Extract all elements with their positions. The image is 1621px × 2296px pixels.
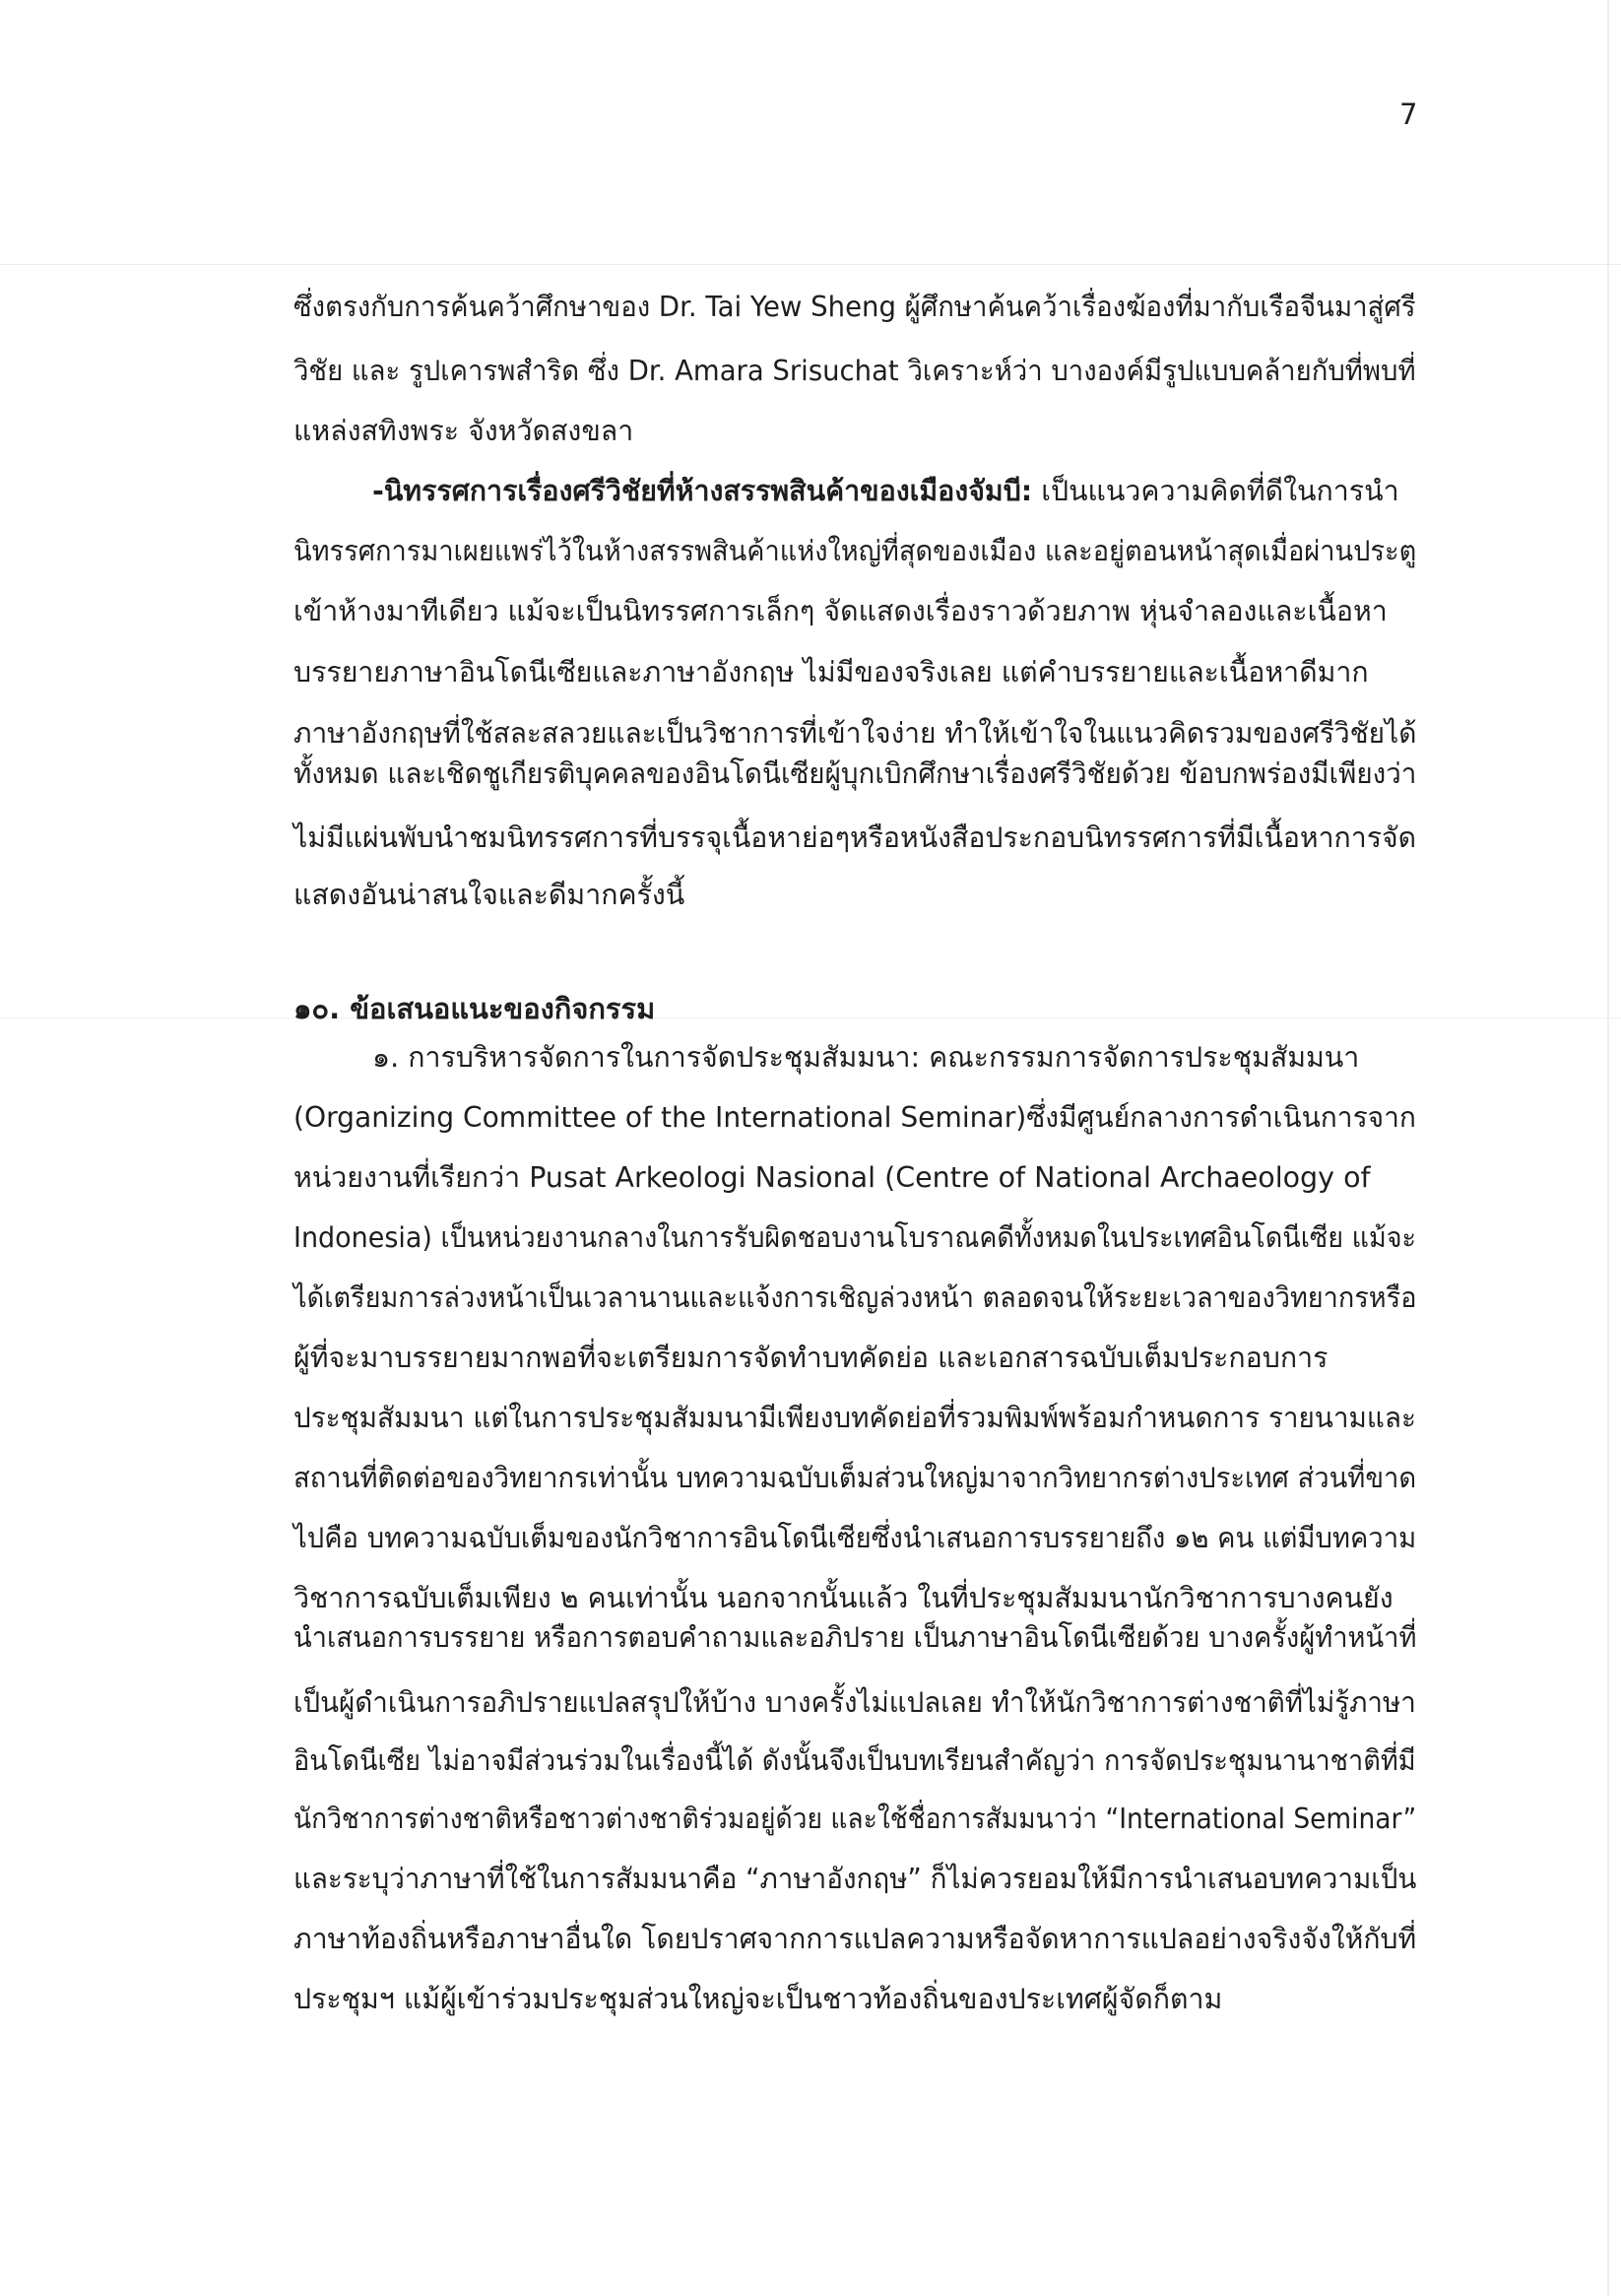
paragraph-3-line-13: อินโดนีเซีย ไม่อาจมีส่วนร่วมในเรื่องนี้ได้ ดังนั้นจึงเป็นบทเรียนสำคัญว่า การจัดประชุมนานาชาติที่มี bbox=[293, 1744, 1416, 1777]
paragraph-2-line-1 bbox=[372, 472, 1399, 511]
paragraph-2-line-4: บรรยายภาษาอินโดนีเซียและภาษาอังกฤษ ไม่มีของจริงเลย แต่คำบรรยายและเนื้อหาดีมาก bbox=[293, 656, 1369, 689]
paragraph-2-line-6: ทั้งหมด และเชิดชูเกียรติบุคคลของอินโดนีเซียผู้บุกเบิกศึกษาเรื่องศรีวิชัยด้วย ข้อบกพร่องมีเพียงว่า bbox=[293, 757, 1417, 790]
paragraph-2-line-2: นิทรรศการมาเผยแพร่ไว้ในห้างสรรพสินค้าแห่งใหญ่ที่สุดของเมือง และอยู่ตอนหน้าสุดเมื่อผ่านประตู bbox=[293, 535, 1417, 567]
page-number: 7 bbox=[1399, 98, 1418, 131]
paragraph-1-line-2: วิชัย และ รูปเคารพสำริด ซึ่ง Dr. Amara Srisuchat วิเคราะห์ว่า บางองค์มีรูปแบบคล้ายกับที่พบที่ bbox=[293, 355, 1416, 387]
paragraph-2-line-7: ไม่มีแผ่นพับนำชมนิทรรศการที่บรรจุเนื้อหาย่อๆหรือหนังสือประกอบนิทรรศการที่มีเนื้อหาการจัด bbox=[293, 821, 1417, 854]
paragraph-2-line-8: แสดงอันน่าสนใจและดีมากครั้งนี้ bbox=[293, 879, 685, 911]
paragraph-2-line-5: ภาษาอังกฤษที่ใช้สละสลวยและเป็นวิชาการที่เข้าใจง่าย ทำให้เข้าใจในแนวคิดรวมของศรีวิชัยได้ bbox=[293, 717, 1417, 750]
paragraph-3-line-15: และระบุว่าภาษาที่ใช้ในการสัมมนาคือ “ภาษาอังกฤษ” ก็ไม่ควรยอมให้มีการนำเสนอบทความเป็น bbox=[293, 1863, 1417, 1895]
scan-artifact-edge bbox=[1607, 0, 1609, 2296]
paragraph-3-line-17: ประชุมฯ แม้ผู้เข้าร่วมประชุมส่วนใหญ่จะเป็นชาวท้องถิ่นของประเทศผู้จัดก็ตาม bbox=[293, 1983, 1223, 2015]
paragraph-3-line-16: ภาษาท้องถิ่นหรือภาษาอื่นใด โดยปราศจากการแปลความหรือจัดหาการแปลอย่างจริงจังให้กับที่ bbox=[293, 1923, 1417, 1955]
paragraph-1-line-1: ซึ่งตรงกับการค้นคว้าศึกษาของ Dr. Tai Yew Sheng ผู้ศึกษาค้นคว้าเรื่องฆ้องที่มากับเรือจีนมาสู่ศรี bbox=[293, 291, 1416, 323]
section-heading: ๑๐. ข้อเสนอแนะของกิจกรรม bbox=[293, 992, 656, 1025]
scan-artifact-line bbox=[0, 264, 1621, 265]
paragraph-3-line-11: นำเสนอการบรรยาย หรือการตอบคำถามและอภิปราย เป็นภาษาอินโดนีเซียด้วย บางครั้งผู้ทำหน้าที่ bbox=[293, 1621, 1417, 1654]
paragraph-3-line-7: ประชุมสัมมนา แต่ในการประชุมสัมมนามีเพียงบทคัดย่อที่รวมพิมพ์พร้อมกำหนดการ รายนามและ bbox=[293, 1402, 1416, 1434]
paragraph-3-line-6: ผู้ที่จะมาบรรยายมากพอที่จะเตรียมการจัดทำบทคัดย่อ และเอกสารฉบับเต็มประกอบการ bbox=[293, 1342, 1329, 1374]
paragraph-1-line-3: แหล่งสทิงพระ จังหวัดสงขลา bbox=[293, 415, 634, 447]
paragraph-3-line-1: ๑. การบริหารจัดการในการจัดประชุมสัมมนา: คณะกรรมการจัดการประชุมสัมมนา bbox=[372, 1041, 1360, 1074]
paragraph-3-line-9: ไปคือ บทความฉบับเต็มของนักวิชาการอินโดนีเซียซึ่งนำเสนอการบรรยายถึง ๑๒ คน แต่มีบทความ bbox=[293, 1522, 1417, 1554]
exhibition-lead-rest: เป็นแนวความคิดที่ดีในการนำ bbox=[1032, 475, 1399, 507]
exhibition-lead-bold: -นิทรรศการเรื่องศรีวิชัยที่ห้างสรรพสินค้าของเมืองจัมบี: bbox=[372, 475, 1033, 507]
paragraph-3-line-8: สถานที่ติดต่อของวิทยากรเท่านั้น บทความฉบับเต็มส่วนใหญ่มาจากวิทยากรต่างประเทศ ส่วนที่ขาด bbox=[293, 1462, 1417, 1494]
paragraph-3-line-14: นักวิชาการต่างชาติหรือชาวต่างชาติร่วมอยู่ด้วย และใช้ชื่อการสัมมนาว่า “International Seminar” bbox=[293, 1803, 1417, 1835]
paragraph-3-line-3: หน่วยงานที่เรียกว่า Pusat Arkeologi Nasional (Centre of National Archaeology of bbox=[293, 1161, 1371, 1194]
paragraph-3-line-12: เป็นผู้ดำเนินการอภิปรายแปลสรุปให้บ้าง บางครั้งไม่แปลเลย ทำให้นักวิชาการต่างชาติที่ไม่รู้ภาษา bbox=[293, 1686, 1416, 1719]
paragraph-3-line-2: (Organizing Committee of the International Seminar)ซึ่งมีศูนย์กลางการดำเนินการจาก bbox=[293, 1101, 1416, 1134]
scan-artifact-line bbox=[0, 1017, 1621, 1018]
paragraph-3-line-5: ได้เตรียมการล่วงหน้าเป็นเวลานานและแจ้งการเชิญล่วงหน้า ตลอดจนให้ระยะเวลาของวิทยากรหรือ bbox=[293, 1281, 1417, 1314]
paragraph-3-line-10: วิชาการฉบับเต็มเพียง ๒ คนเท่านั้น นอกจากนั้นแล้ว ในที่ประชุมสัมมนานักวิชาการบางคนยัง bbox=[293, 1582, 1394, 1614]
paragraph-2-line-3: เข้าห้างมาทีเดียว แม้จะเป็นนิทรรศการเล็กๆ จัดแสดงเรื่องราวด้วยภาพ หุ่นจำลองและเนื้อหา bbox=[293, 595, 1388, 627]
paragraph-3-line-4: Indonesia) เป็นหน่วยงานกลางในการรับผิดชอบงานโบราณคดีทั้งหมดในประเทศอินโดนีเซีย แม้จะ bbox=[293, 1221, 1417, 1254]
